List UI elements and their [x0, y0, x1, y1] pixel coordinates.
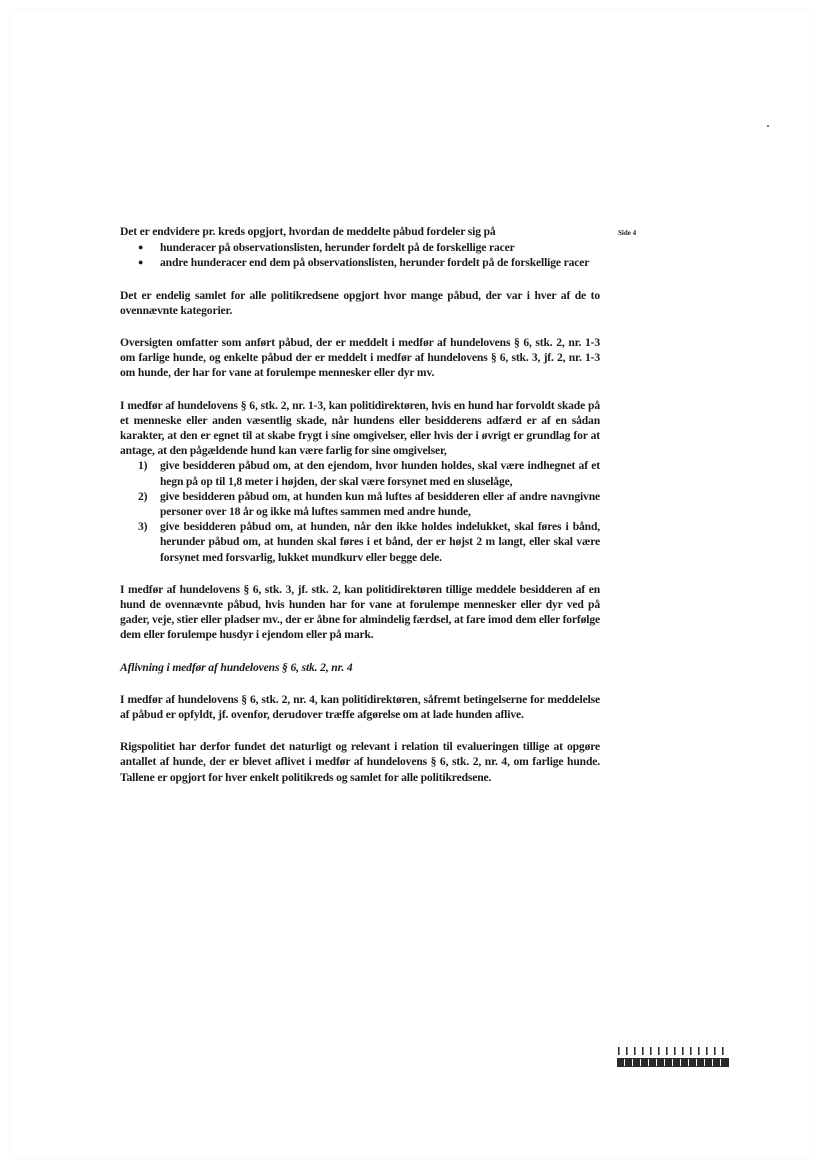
paragraph-final: Rigspolitiet har derfor fundet det naturligt og relevant i relation til evalueringen tillige at opgøre antallet af hunde, der er blevet aflivet i medfør af hundelovens § 6, stk. 2, nr. 4, om farlige hunde. Tallene er opgjort for hver enkelt politikreds og samlet for alle politikredsene. [120, 740, 600, 784]
bullet-icon: ● [138, 242, 144, 253]
bullet-icon: ● [138, 257, 144, 268]
paragraph-categories: Det er endelig samlet for alle politikredsene opgjort hvor mange påbud, der var i hver af de to ovennævnte kategorier. [120, 288, 600, 317]
numbered-list [120, 458, 600, 564]
scan-speck [767, 125, 769, 127]
page-number: Side 4 [618, 229, 637, 237]
numbered-item: 3) give besidderen påbud om, at hunden, når den ikke holdes indelukket, skal føres i bånd, herunder påbud om, at hunden skal føres i et bånd, der er højst 2 m langt, eller skal være forsynet med forsvarlig, lukket mundkurv eller begge dele. [138, 520, 600, 564]
numbered-item: 2) give besidderen påbud om, at hunden kun må luftes af besidderen eller af andre navngivne personer over 18 år og ikke må luftes sammen med andre hunde, [138, 489, 600, 519]
bullet-item: ● andre hunderacer end dem på observationslisten, herunder fordelt på de forskellige racer [138, 256, 590, 270]
barcode-stamp [617, 1046, 729, 1068]
paragraph-aflivning: I medfør af hundelovens § 6, stk. 2, nr. 4, kan politidirektøren, såfremt betingelserne for meddelelse af påbud er opfyldt, jf. ovenfor, derudover træffe afgørelse om at lade hunden aflive. [120, 692, 600, 722]
bullet-list [120, 240, 600, 270]
section-heading: Aflivning i medfør af hundelovens § 6, stk. 2, nr. 4 [120, 660, 353, 674]
bullet-item: ● hunderacer på observationslisten, herunder fordelt på de forskellige racer [138, 241, 515, 255]
paragraph-legal-basis: I medfør af hundelovens § 6, stk. 2, nr. 1-3, kan politidirektøren, hvis en hund har forvoldt skade på et menneske eller anden væsentlig skade, når hundens eller besidderens adfærd er af en sådan karakter, at den er egnet til at skabe frygt i sine omgivelser, eller hvis der i øvrigt er grundlag for at antage, at den pågældende hund kan være farlig for sine omgivelser, [120, 398, 600, 458]
document-body [120, 224, 600, 785]
paragraph-stk3: I medfør af hundelovens § 6, stk. 3, jf. stk. 2, kan politidirektøren tillige meddele besidderen af en hund de ovennævnte påbud, hvis hunden har for vane at forulempe mennesker eller dyr ved på gader, veje, stier eller pladser mv., der er åbne for almindelig færdsel, at fare imod dem eller forfølge dem eller forulempe husdyr i ejendom eller på mark. [120, 582, 600, 642]
intro-text: Det er endvidere pr. kreds opgjort, hvordan de meddelte påbud fordeler sig på [120, 225, 496, 238]
numbered-item: 1) give besidderen påbud om, at den ejendom, hvor hunden holdes, skal være indhegnet af et hegn på op til 1,8 meter i højden, der skal være forsynet med en sluselåge, [138, 459, 600, 488]
paragraph-overview: Oversigten omfatter som anført påbud, der er meddelt i medfør af hundelovens § 6, stk. 2, nr. 1-3 om farlige hunde, og enkelte påbud der er meddelt i medfør af hundelovens § 6, stk. 3, jf. 2, nr. 1-3 om hunde, der har for vane at forulempe mennesker eller dyr mv. [120, 336, 600, 380]
